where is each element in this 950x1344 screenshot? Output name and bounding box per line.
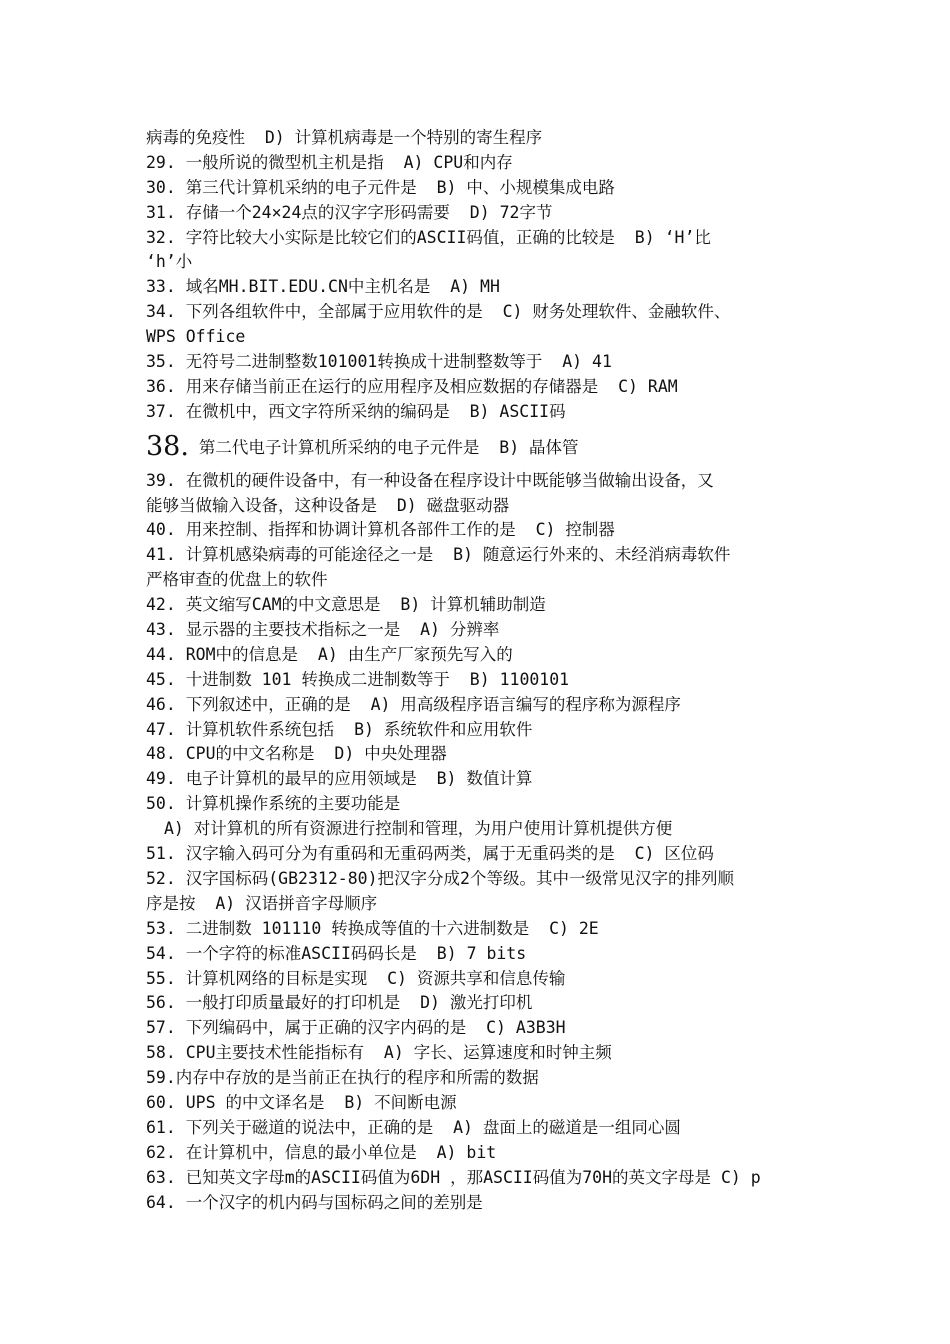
- question-38: [146, 425, 826, 469]
- question-41-cont: 严格审查的优盘上的软件: [146, 570, 328, 590]
- question-36: 36. 用来存储当前正在运行的应用程序及相应数据的存储器是 C) RAM: [146, 376, 678, 396]
- question-30: 30. 第三代计算机采纳的电子元件是 B) 中、小规模集成电路: [146, 177, 615, 197]
- question-58: 58. CPU主要技术性能指标有 A) 字长、运算速度和时钟主频: [146, 1043, 612, 1063]
- question-41: 41. 计算机感染病毒的可能途径之一是 B) 随意运行外来的、未经消病毒软件: [146, 545, 731, 565]
- question-31: 31. 存储一个24×24点的汉字字形码需要 D) 72字节: [146, 202, 553, 222]
- question-47: 47. 计算机软件系统包括 B) 系统软件和应用软件: [146, 719, 533, 739]
- question-32: 32. 字符比较大小实际是比较它们的ASCII码值，正确的比较是 B) ‘H’比: [146, 227, 711, 247]
- question-42: 42. 英文缩写CAM的中文意思是 B) 计算机辅助制造: [146, 595, 546, 615]
- question-51: 51. 汉字输入码可分为有重码和无重码两类，属于无重码类的是 C) 区位码: [146, 844, 714, 864]
- question-54: 54. 一个字符的标准ASCII码码长是 B) 7 bits: [146, 943, 527, 963]
- question-59: 59.内存中存放的是当前正在执行的程序和所需的数据: [146, 1068, 539, 1088]
- question-43: 43. 显示器的主要技术指标之一是 A) 分辨率: [146, 620, 500, 640]
- question-57: 57. 下列编码中，属于正确的汉字内码的是 C) A3B3H: [146, 1018, 566, 1038]
- text-line: 病毒的免疫性 D) 计算机病毒是一个特别的寄生程序: [146, 128, 543, 147]
- question-52: 52. 汉字国标码(GB2312-80)把汉字分成2个等级。其中一级常见汉字的排列顺: [146, 868, 734, 888]
- question-33: 33. 域名MH.BIT.EDU.CN中主机名是 A) MH: [146, 277, 500, 297]
- question-46: 46. 下列叙述中，正确的是 A) 用高级程序语言编写的程序称为源程序: [146, 694, 681, 714]
- question-34-cont: WPS Office: [146, 327, 246, 347]
- question-52-cont: 序是按 A) 汉语拼音字母顺序: [146, 893, 378, 913]
- question-38-text: 第二代电子计算机所采纳的电子元件是 B) 晶体管: [188, 437, 579, 457]
- question-37: 37. 在微机中，西文字符所采纳的编码是 B) ASCII码: [146, 401, 566, 421]
- question-55: 55. 计算机网络的目标是实现 C) 资源共享和信息传输: [146, 968, 566, 988]
- question-44: 44. ROM中的信息是 A) 由生产厂家预先写入的: [146, 644, 513, 664]
- question-48: 48. CPU的中文名称是 D) 中央处理器: [146, 744, 447, 764]
- question-40: 40. 用来控制、指挥和协调计算机各部件工作的是 C) 控制器: [146, 520, 615, 540]
- question-50: 50. 计算机操作系统的主要功能是: [146, 794, 401, 814]
- question-38-number: 38.: [146, 430, 189, 462]
- question-49: 49. 电子计算机的最早的应用领域是 B) 数值计算: [146, 769, 533, 789]
- question-32-cont: ‘h’小: [146, 252, 193, 272]
- question-39-cont: 能够当做输入设备，这种设备是 D) 磁盘驱动器: [146, 495, 510, 515]
- question-64: 64. 一个汉字的机内码与国标码之间的差别是: [146, 1192, 483, 1212]
- question-61: 61. 下列关于磁道的说法中，正确的是 A) 盘面上的磁道是一组同心圆: [146, 1117, 681, 1137]
- question-56: 56. 一般打印质量最好的打印机是 D) 激光打印机: [146, 993, 533, 1013]
- question-45: 45. 十进制数 101 转换成二进制数等于 B) 1100101: [146, 669, 570, 689]
- question-62: 62. 在计算机中，信息的最小单位是 A) bit: [146, 1142, 497, 1162]
- question-29: 29. 一般所说的微型机主机是指 A) CPU和内存: [146, 152, 513, 172]
- question-39: 39. 在微机的硬件设备中，有一种设备在程序设计中既能够当做输出设备，又: [146, 470, 714, 490]
- question-63: 63. 已知英文字母m的ASCII码值为6DH ，那ASCII码值为70H的英文字母是 C) p: [146, 1167, 761, 1187]
- question-50-answer: A) 对计算机的所有资源进行控制和管理，为用户使用计算机提供方便: [164, 819, 673, 839]
- question-60: 60. UPS 的中文译名是 B) 不间断电源: [146, 1092, 457, 1112]
- document-body: [146, 126, 826, 1215]
- question-35: 35. 无符号二进制整数101001转换成十进制整数等于 A) 41: [146, 352, 612, 372]
- question-53: 53. 二进制数 101110 转换成等值的十六进制数是 C) 2E: [146, 918, 599, 938]
- question-34: 34. 下列各组软件中，全部属于应用软件的是 C) 财务处理软件、金融软件、: [146, 302, 731, 322]
